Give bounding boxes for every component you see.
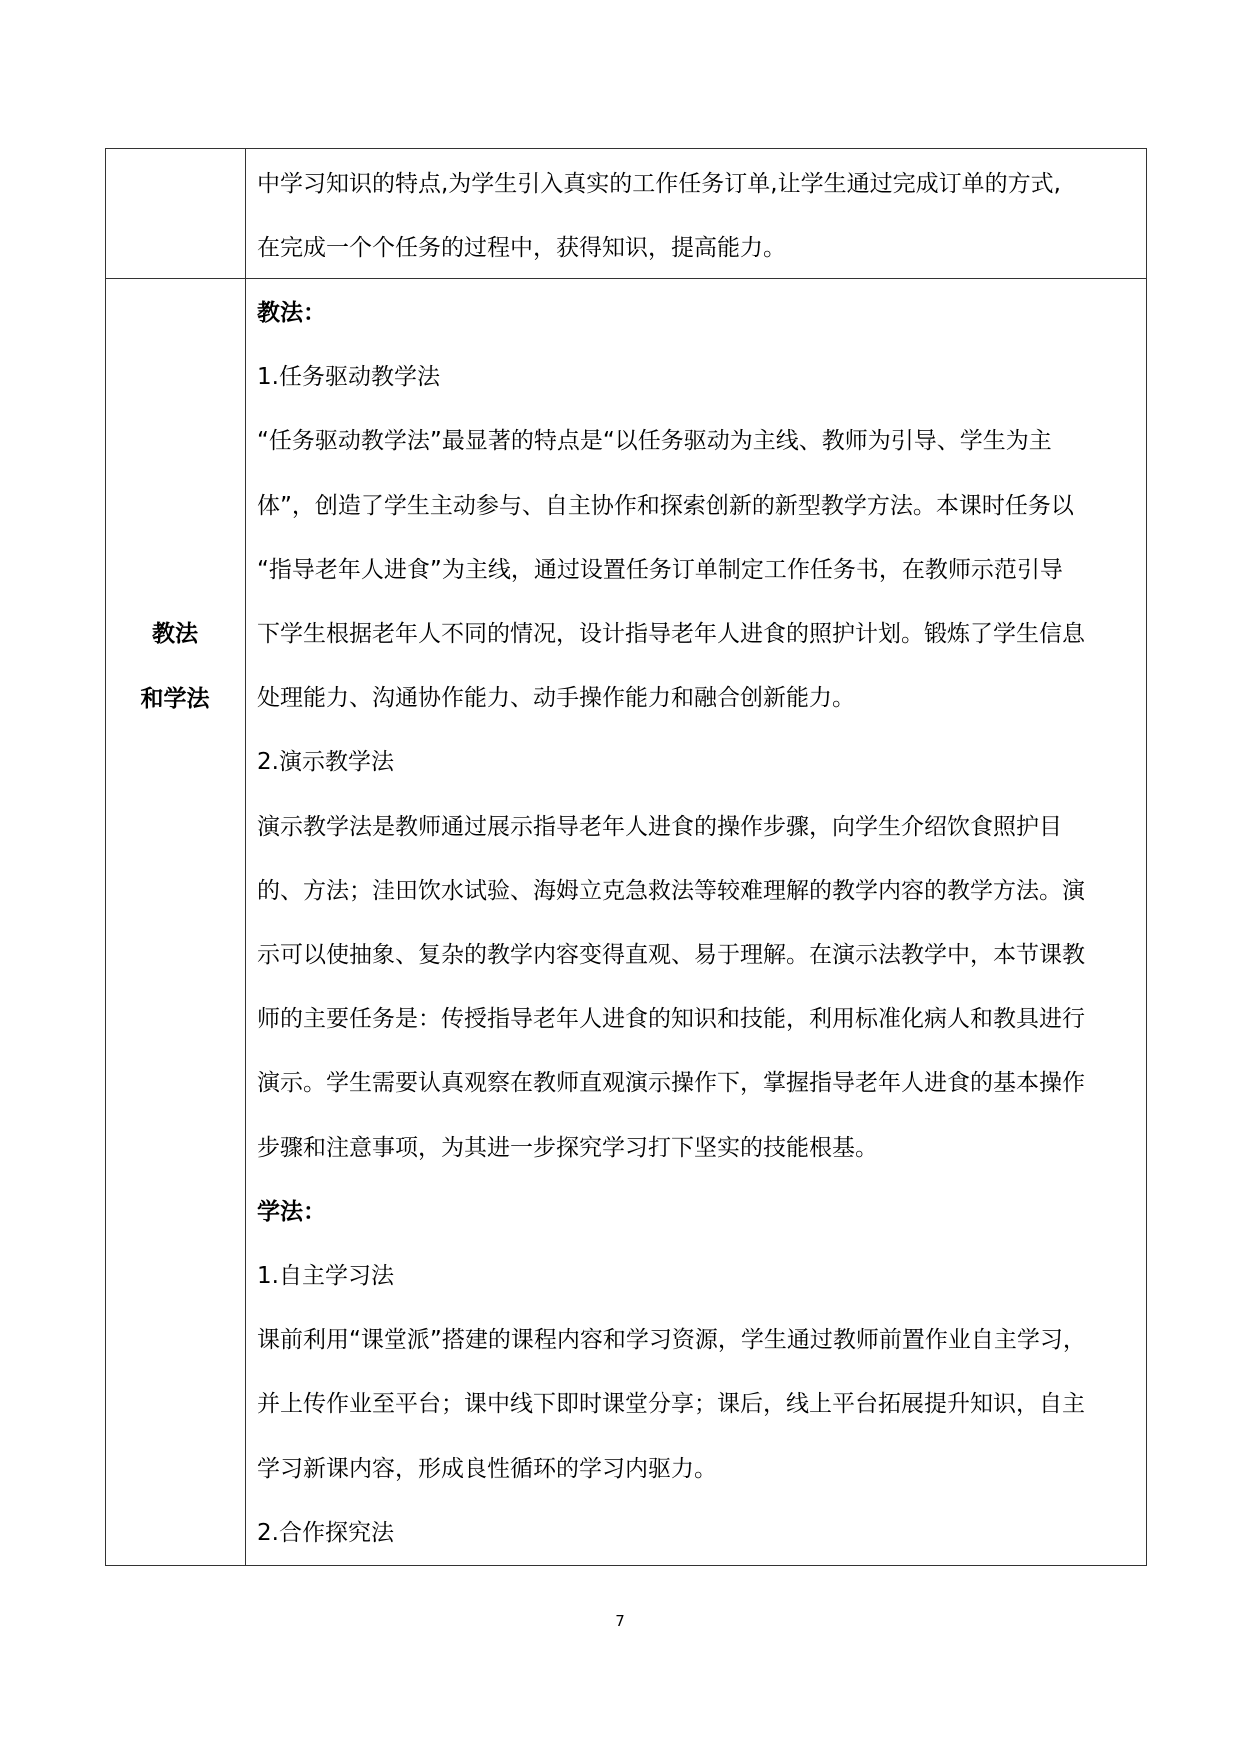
paragraph-line: 体”，创造了学生主动参与、自主协作和探索创新的新型教学方法。本课时任务以 <box>257 492 1074 519</box>
paragraph-line: 1.任务驱动教学法 <box>257 364 440 391</box>
paragraph-line: 在完成一个个任务的过程中，获得知识，提高能力。 <box>257 235 786 262</box>
paragraph-line: 处理能力、沟通协作能力、动手操作能力和融合创新能力。 <box>257 685 855 712</box>
paragraph-line: “指导老年人进食”为主线，通过设置任务订单制定工作任务书，在教师示范引导 <box>257 556 1063 583</box>
section-heading: 学法： <box>257 1198 326 1225</box>
paragraph-line: 2.合作探究法 <box>257 1519 394 1546</box>
paragraph-line: 并上传作业至平台；课中线下即时课堂分享；课后，线上平台拓展提升知识，自主 <box>257 1391 1085 1418</box>
paragraph-line: 演示。学生需要认真观察在教师直观演示操作下，掌握指导老年人进食的基本操作 <box>257 1070 1085 1097</box>
page-number: 7 <box>615 1612 625 1630</box>
paragraph-line: 下学生根据老年人不同的情况，设计指导老年人进食的照护计划。锻炼了学生信息 <box>257 621 1085 647</box>
paragraph-line: 步骤和注意事项，为其进一步探究学习打下坚实的技能根基。 <box>257 1134 878 1161</box>
paragraph-line: 2.演示教学法 <box>257 749 394 776</box>
paragraph-line: “任务驱动教学法”最显著的特点是“以任务驱动为主线、教师为引导、学生为主 <box>257 428 1052 455</box>
paragraph-line: 师的主要任务是：传授指导老年人进食的知识和技能，利用标准化病人和教具进行 <box>257 1006 1085 1033</box>
paragraph-line: 示可以使抽象、复杂的教学内容变得直观、易于理解。在演示法教学中，本节课教 <box>257 942 1085 968</box>
row-label-learning-method: 和学法 <box>140 686 210 712</box>
paragraph-line: 演示教学法是教师通过展示指导老年人进食的操作步骤，向学生介绍饮食照护目 <box>257 813 1062 840</box>
row-label-teaching-method: 教法 <box>152 621 198 647</box>
paragraph-line: 学习新课内容，形成良性循环的学习内驱力。 <box>257 1455 717 1482</box>
paragraph-line: 1.自主学习法 <box>257 1263 394 1289</box>
paragraph-line: 的、方法；洼田饮水试验、海姆立克急救法等较难理解的教学内容的教学方法。演 <box>257 877 1085 904</box>
column-divider <box>245 148 246 1566</box>
paragraph-line: 课前利用“课堂派”搭建的课程内容和学习资源，学生通过教师前置作业自主学习， <box>257 1327 1086 1354</box>
section-heading: 教法： <box>257 300 326 326</box>
paragraph-line: 中学习知识的特点,为学生引入真实的工作任务订单,让学生通过完成订单的方式, <box>257 171 1061 197</box>
